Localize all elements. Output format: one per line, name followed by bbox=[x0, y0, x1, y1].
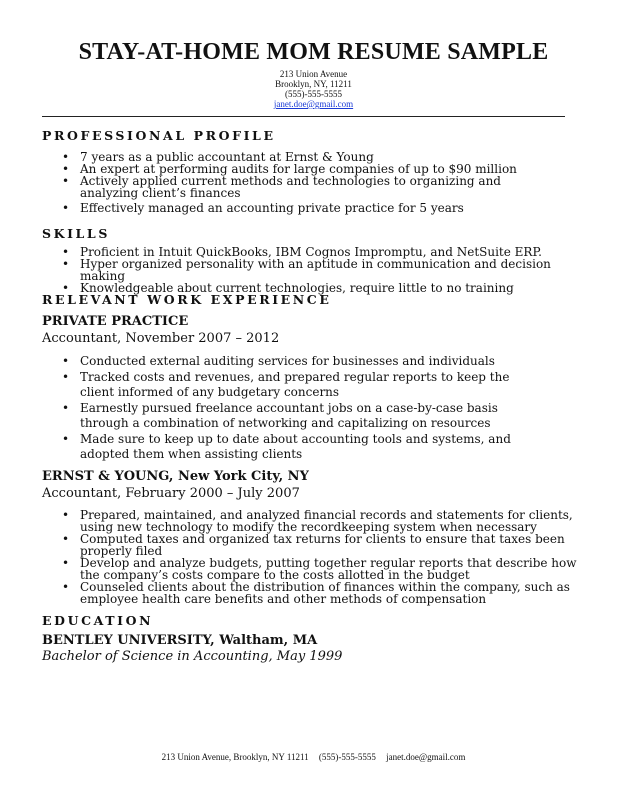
list-item: • An expert at performing audits for large companies of up to $90 million bbox=[62, 163, 562, 175]
footer-email: janet.doe@gmail.com bbox=[386, 752, 466, 762]
job-role: Accountant, November 2007 – 2012 bbox=[42, 331, 280, 346]
list-item: • Counseled clients about the distribution of finances within the company, such as employee health care benefits and other methods of compensation bbox=[62, 581, 582, 605]
school-name: BENTLEY UNIVERSITY, Waltham, MA bbox=[42, 633, 318, 648]
list-item: • Proficient in Intuit QuickBooks, IBM Cognos Impromptu, and NetSuite ERP. bbox=[62, 246, 572, 258]
list-item: • Hyper organized personality with an aptitude in communication and decision making bbox=[62, 258, 572, 282]
section-heading-skills: SKILLS bbox=[42, 226, 110, 241]
contact-block bbox=[0, 69, 627, 109]
contact-email-link[interactable]: janet.doe@gmail.com bbox=[273, 99, 354, 109]
list-item: • Earnestly pursued freelance accountant jobs on a case-by-case basis through a combination of networking and capitalizing on resources bbox=[62, 401, 532, 432]
list-item: • Actively applied current methods and technologies to organizing and analyzing client’s finances bbox=[62, 175, 562, 199]
list-item: • Conducted external auditing services for businesses and individuals bbox=[62, 354, 532, 370]
list-item: • Prepared, maintained, and analyzed financial records and statements for clients, using new technology to modify the recordkeeping system when necessary bbox=[62, 509, 582, 533]
list-item: • Develop and analyze budgets, putting together regular reports that describe how the company’s costs compare to the costs allotted in the budget bbox=[62, 557, 582, 581]
job-duties-list bbox=[62, 354, 532, 463]
footer-address: 213 Union Avenue, Brooklyn, NY 11211 bbox=[161, 752, 309, 762]
profile-list bbox=[62, 151, 562, 214]
skills-list bbox=[62, 246, 572, 294]
contact-phone: (555)-555-5555 bbox=[285, 89, 342, 99]
footer-phone: (555)-555-5555 bbox=[318, 752, 376, 762]
employer-name: PRIVATE PRACTICE bbox=[42, 314, 189, 329]
list-item: • 7 years as a public accountant at Ernst & Young bbox=[62, 151, 562, 163]
contact-city: Brooklyn, NY, 11211 bbox=[275, 79, 352, 89]
job-duties-list bbox=[62, 509, 582, 605]
list-item: • Made sure to keep up to date about accounting tools and systems, and adopted them when assisting clients bbox=[62, 432, 532, 463]
list-item: • Computed taxes and organized tax returns for clients to ensure that taxes been properly filed bbox=[62, 533, 582, 557]
list-item: • Knowledgeable about current technologies, require little to no training bbox=[62, 282, 572, 294]
page-footer bbox=[0, 752, 627, 762]
resume-title: STAY-AT-HOME MOM RESUME SAMPLE bbox=[78, 39, 549, 65]
list-item: • Tracked costs and revenues, and prepared regular reports to keep the client informed of any budgetary concerns bbox=[62, 370, 532, 401]
employer-name: ERNST & YOUNG, New York City, NY bbox=[42, 469, 309, 484]
section-heading-profile: PROFESSIONAL PROFILE bbox=[42, 128, 276, 143]
list-item: • Effectively managed an accounting private practice for 5 years bbox=[62, 202, 562, 214]
header-divider bbox=[42, 116, 565, 117]
section-heading-experience: RELEVANT WORK EXPERIENCE bbox=[42, 292, 332, 307]
contact-address: 213 Union Avenue bbox=[279, 69, 348, 79]
degree: Bachelor of Science in Accounting, May 1999 bbox=[42, 649, 343, 664]
job-role: Accountant, February 2000 – July 2007 bbox=[42, 486, 300, 501]
section-heading-education: EDUCATION bbox=[42, 613, 154, 628]
